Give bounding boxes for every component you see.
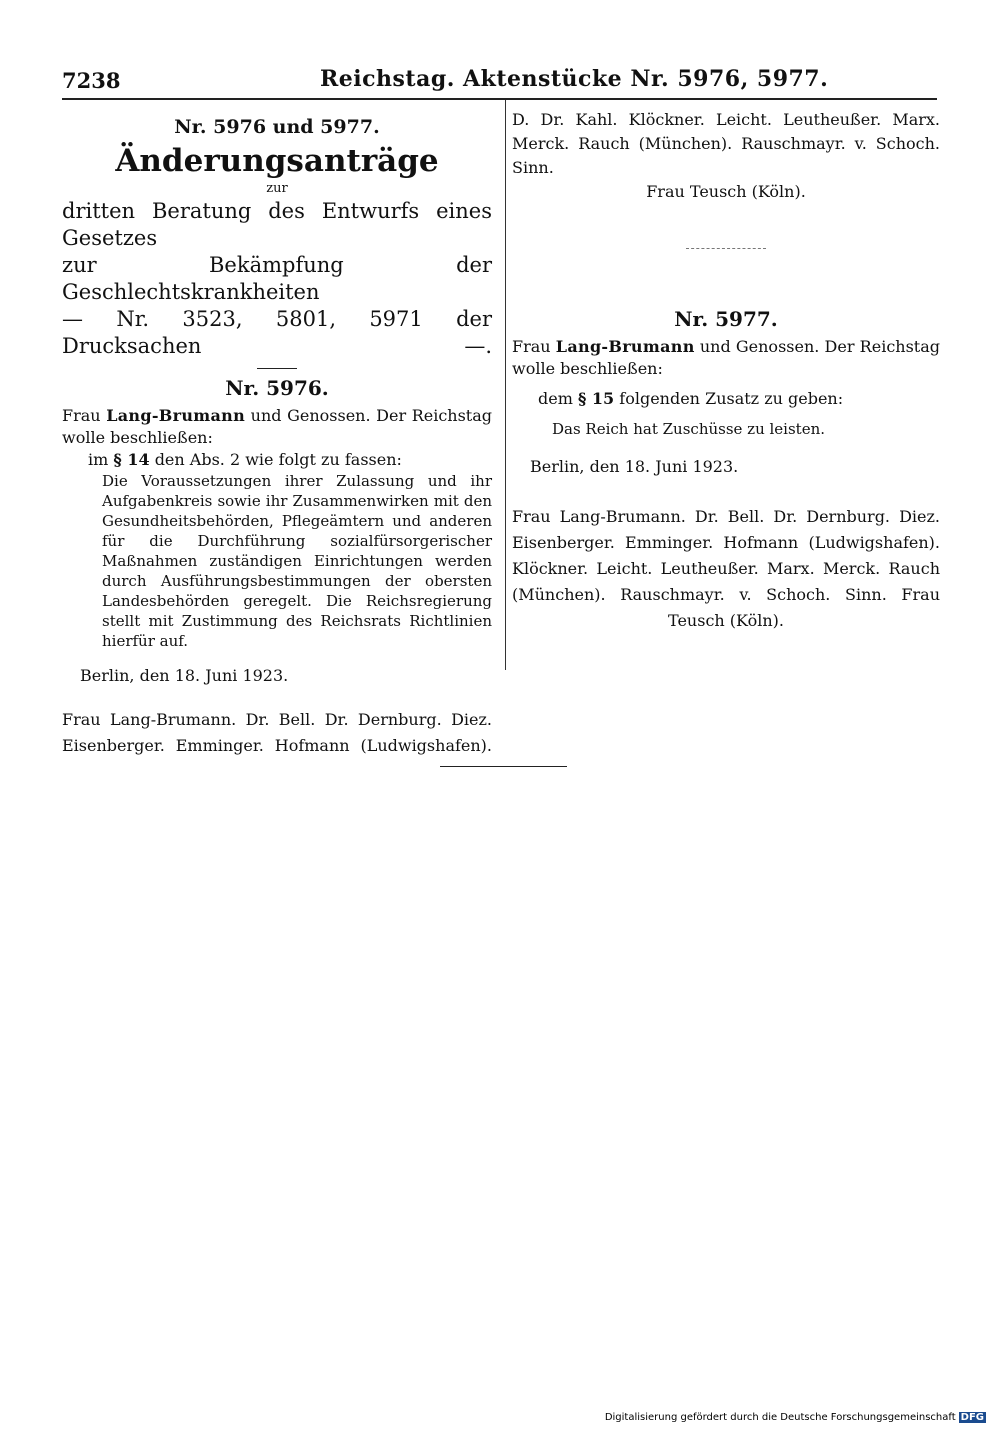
- document-number-heading: Nr. 5976 und 5977.: [174, 116, 380, 138]
- document-subtitle: [62, 198, 492, 360]
- section-divider: [257, 368, 297, 369]
- signatory-line: Eisenberger. Emminger. Hofmann (Ludwigshafen).: [512, 533, 940, 552]
- intro-suffix: und Genossen. Der Reichstag wolle beschließen:: [62, 406, 493, 447]
- document-title: Änderungsanträge: [115, 143, 439, 179]
- intro-prefix: Frau: [512, 337, 551, 356]
- motion-clause: [538, 388, 940, 410]
- signatory-line: Merck. Rauch (München). Rauschmayr. v. Schoch. Sinn.: [512, 134, 940, 177]
- page-header: [62, 66, 937, 100]
- footer-text: Digitalisierung gefördert durch die Deutsche Forschungsgemeinschaft: [604, 1412, 956, 1423]
- title-connector: zur: [266, 181, 288, 196]
- signatory-line: D. Dr. Kahl. Klöckner. Leicht. Leutheußer. Marx.: [512, 110, 940, 129]
- clause-prefix: im: [88, 450, 109, 469]
- signatory-line: (München). Rauschmayr. v. Schoch. Sinn. Frau: [512, 585, 940, 604]
- signatory-line: Eisenberger. Emminger. Hofmann (Ludwigshafen).: [62, 736, 492, 755]
- subtitle-line: dritten Beratung des Entwurfs eines Gesetzes: [62, 199, 492, 250]
- signatory-line: Frau Lang-Brumann. Dr. Bell. Dr. Dernburg. Diez.: [512, 507, 940, 526]
- signatory-line: Frau Teusch (Köln).: [646, 182, 806, 201]
- signatories: [512, 504, 940, 634]
- clause-suffix: den Abs. 2 wie folgt zu fassen:: [154, 450, 402, 469]
- digitization-footer: [605, 1412, 986, 1423]
- running-title: Reichstag. Aktenstücke Nr. 5976, 5977.: [320, 66, 829, 92]
- right-column: [512, 108, 940, 634]
- signatory-line: Teusch (Köln).: [668, 611, 784, 630]
- dfg-logo: DFG: [960, 1412, 984, 1423]
- signatory-line: Klöckner. Leicht. Leutheußer. Marx. Merck. Rauch: [512, 559, 940, 578]
- signatory-line: Frau Lang-Brumann. Dr. Bell. Dr. Dernburg. Diez.: [62, 710, 492, 729]
- motion-date: Berlin, den 18. Juni 1923.: [530, 457, 739, 476]
- clause-section: § 14: [113, 450, 150, 469]
- motion-date: Berlin, den 18. Juni 1923.: [80, 666, 289, 685]
- section-divider: [686, 248, 766, 250]
- motion-number-5976: Nr. 5976.: [225, 376, 329, 400]
- subtitle-line: — Nr. 3523, 5801, 5971 der Drucksachen —.: [62, 307, 492, 358]
- motion-clause: [88, 449, 492, 471]
- proposer-name: Lang-Brumann: [106, 406, 246, 425]
- column-divider: [505, 100, 506, 670]
- intro-prefix: Frau: [62, 406, 101, 425]
- clause-section: § 15: [577, 389, 615, 408]
- clause-suffix: folgenden Zusatz zu geben:: [619, 389, 844, 408]
- clause-prefix: dem: [538, 389, 573, 408]
- signatories: [62, 707, 492, 759]
- proposer-name: Lang-Brumann: [555, 337, 695, 356]
- subtitle-line: zur Bekämpfung der Geschlechtskrankheiten: [62, 253, 492, 304]
- left-column: [62, 108, 492, 759]
- amendment-text: Das Reich hat Zuschüsse zu leisten.: [552, 420, 826, 438]
- motion-number-5977: Nr. 5977.: [674, 307, 778, 331]
- end-rule: [440, 766, 567, 767]
- amendment-text: Die Voraussetzungen ihrer Zulassung und ihr Aufgabenkreis sowie ihr Zusammenwirken mit den Gesundheitsbehörden, Pflegeämtern und anderen für die Durchführung sozialfürsorgerischer Maßnahmen zuständigen Einrichtungen werden durch Ausführungsbestimmungen der obersten Landesbehörden geregelt. Die Reichsregierung stellt mit Zustimmung des Reichsrats Richtlinien hierfür auf.: [102, 472, 492, 650]
- page-number: 7238: [62, 68, 121, 93]
- motion-intro: [62, 405, 492, 449]
- signatories-continued: [512, 108, 940, 204]
- intro-suffix: und Genossen. Der Reichstag wolle beschließen:: [512, 337, 940, 378]
- motion-intro: [512, 336, 940, 380]
